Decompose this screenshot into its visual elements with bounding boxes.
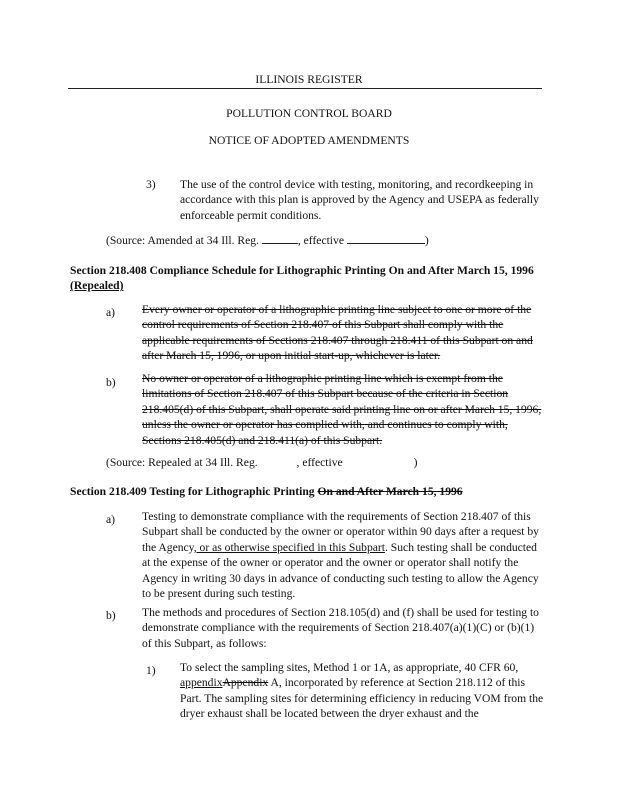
- sec409-a-number: a): [106, 513, 116, 526]
- board-name: POLLUTION CONTROL BOARD: [226, 107, 392, 120]
- sec408-a-number: a): [106, 306, 116, 319]
- source-repealed: (Source: Repealed at 34 Ill. Reg. , effective ): [106, 456, 418, 469]
- section-218-408-heading: Section 218.408 Compliance Schedule for Lithographic Printing On and After March 15, 1996 (Repealed): [70, 264, 534, 293]
- source-amended: (Source: Amended at 34 Ill. Reg. , effective ): [106, 234, 429, 247]
- sec409-b-text: The methods and procedures of Section 218.105(d) and (f) shall be used for testing to demonstrate compliance with the requirements of Section 218.407(a)(1)(C) or (b)(1) of this Subpart, as follows:: [142, 606, 539, 650]
- section-218-409-heading: Section 218.409 Testing for Lithographic Printing On and After March 15, 1996: [70, 485, 463, 498]
- sec408-b-text: No owner or operator of a lithographic printing line which is exempt from the limitations of Section 218.407 of this Subpart because of the criteria in Section 218.405(d) of this Subpart, shall operate said printing line on or after March 15, 1996, unless the owner or operator has complied with, and continues to comply with, Sections 218.405(d) and 218.411(a) of this Subpart.: [142, 372, 542, 447]
- sec409-b1-text: To select the sampling sites, Method 1 or 1A, as appropriate, 40 CFR 60, appendixAppendix A, incorporated by reference at Section 218.112 of this Part. The sampling sites for determining efficiency in reducing VOM from the dryer exhaust shall be located between the dryer exhaust and the: [180, 661, 544, 721]
- header-rule: [68, 88, 542, 89]
- sec409-a-text: Testing to demonstrate compliance with the requirements of Section 218.407 of this Subpart shall be conducted by the owner or operator within 90 days after a request by the Agency, or as otherwise specified in this Subpart. Such testing shall be conducted at the expense of the owner or operator and the owner or operator shall notify the Agency in writing 30 days in advance of conducting such testing to allow the Agency to be present during such testing.: [142, 510, 539, 601]
- sec408-a-text: Every owner or operator of a lithographic printing line subject to one or more of the control requirements of Section 218.407 of this Subpart shall comply with the applicable requirements of Sections 218.407 through 218.411 of this Subpart on and after March 15, 1996, or upon initial start-up, whichever is later.: [142, 303, 533, 363]
- sec408-b-number: b): [106, 376, 116, 389]
- register-title: ILLINOIS REGISTER: [255, 73, 363, 86]
- notice-title: NOTICE OF ADOPTED AMENDMENTS: [208, 134, 410, 147]
- item-3-text: The use of the control device with testing, monitoring, and recordkeeping in accordance with this plan is approved by the Agency and USEPA as federally enforceable permit conditions.: [180, 178, 539, 222]
- sec409-b1-number: 1): [146, 664, 156, 677]
- sec409-b-number: b): [106, 609, 116, 622]
- item-3-number: 3): [146, 178, 156, 191]
